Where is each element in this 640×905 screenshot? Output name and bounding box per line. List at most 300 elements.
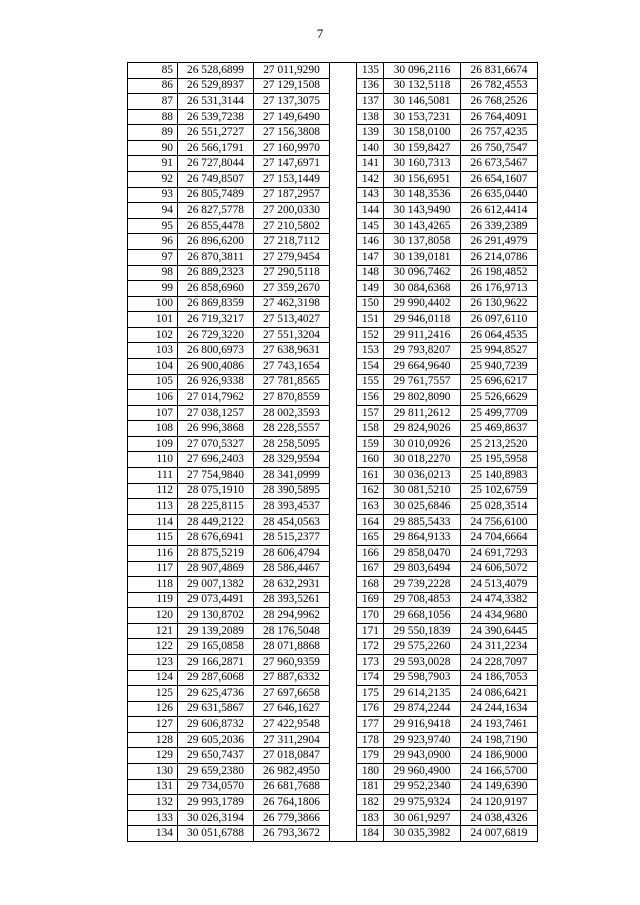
- point-number: 140: [357, 140, 384, 156]
- column-gap: [330, 452, 357, 468]
- table-row: [128, 701, 538, 717]
- point-number: 109: [128, 436, 178, 452]
- x-coordinate: 30 139,0181: [384, 249, 461, 265]
- column-gap: [330, 156, 357, 172]
- x-coordinate: 26 996,3868: [178, 421, 254, 437]
- x-coordinate: 28 075,1910: [178, 483, 254, 499]
- x-coordinate: 26 827,5778: [178, 203, 254, 219]
- point-number: 101: [128, 312, 178, 328]
- y-coordinate: 25 469,8637: [461, 421, 538, 437]
- point-number: 179: [357, 748, 384, 764]
- x-coordinate: 29 824,9026: [384, 421, 461, 437]
- x-coordinate: 28 225,8115: [178, 499, 254, 515]
- x-coordinate: 26 858,6960: [178, 281, 254, 297]
- x-coordinate: 29 550,1839: [384, 623, 461, 639]
- x-coordinate: 29 960,4900: [384, 764, 461, 780]
- y-coordinate: 27 200,0330: [254, 203, 330, 219]
- column-gap: [330, 421, 357, 437]
- point-number: 180: [357, 764, 384, 780]
- y-coordinate: 24 038,4326: [461, 810, 538, 826]
- column-gap: [330, 358, 357, 374]
- x-coordinate: 30 081,5210: [384, 483, 461, 499]
- column-gap: [330, 748, 357, 764]
- table-row: [128, 265, 538, 281]
- y-coordinate: 28 515,2377: [254, 530, 330, 546]
- point-number: 135: [357, 63, 384, 79]
- point-number: 141: [357, 156, 384, 172]
- x-coordinate: 26 551,2727: [178, 125, 254, 141]
- y-coordinate: 27 513,4027: [254, 312, 330, 328]
- column-gap: [330, 795, 357, 811]
- x-coordinate: 29 668,1056: [384, 608, 461, 624]
- x-coordinate: 27 014,7962: [178, 390, 254, 406]
- point-number: 162: [357, 483, 384, 499]
- point-number: 85: [128, 63, 178, 79]
- y-coordinate: 28 071,8868: [254, 639, 330, 655]
- column-gap: [330, 639, 357, 655]
- x-coordinate: 30 160,7313: [384, 156, 461, 172]
- x-coordinate: 29 073,4491: [178, 592, 254, 608]
- x-coordinate: 29 708,4853: [384, 592, 461, 608]
- table-row: [128, 561, 538, 577]
- y-coordinate: 24 704,6664: [461, 530, 538, 546]
- point-number: 123: [128, 654, 178, 670]
- x-coordinate: 30 148,3536: [384, 187, 461, 203]
- point-number: 139: [357, 125, 384, 141]
- point-number: 177: [357, 717, 384, 733]
- x-coordinate: 29 916,9418: [384, 717, 461, 733]
- y-coordinate: 26 291,4979: [461, 234, 538, 250]
- column-gap: [330, 623, 357, 639]
- x-coordinate: 29 975,9324: [384, 795, 461, 811]
- point-number: 145: [357, 218, 384, 234]
- point-number: 106: [128, 390, 178, 406]
- y-coordinate: 24 166,5700: [461, 764, 538, 780]
- point-number: 176: [357, 701, 384, 717]
- x-coordinate: 28 875,5219: [178, 545, 254, 561]
- y-coordinate: 24 086,6421: [461, 686, 538, 702]
- x-coordinate: 30 153,7231: [384, 109, 461, 125]
- point-number: 90: [128, 140, 178, 156]
- x-coordinate: 29 575,2260: [384, 639, 461, 655]
- point-number: 164: [357, 514, 384, 530]
- x-coordinate: 27 696,2403: [178, 452, 254, 468]
- table-row: [128, 826, 538, 842]
- table-row: [128, 717, 538, 733]
- y-coordinate: 27 290,5118: [254, 265, 330, 281]
- y-coordinate: 28 329,9594: [254, 452, 330, 468]
- y-coordinate: 26 764,4091: [461, 109, 538, 125]
- x-coordinate: 29 990,4402: [384, 296, 461, 312]
- point-number: 118: [128, 577, 178, 593]
- x-coordinate: 28 907,4869: [178, 561, 254, 577]
- table-row: [128, 218, 538, 234]
- y-coordinate: 27 149,6490: [254, 109, 330, 125]
- y-coordinate: 28 606,4794: [254, 545, 330, 561]
- column-gap: [330, 764, 357, 780]
- point-number: 103: [128, 343, 178, 359]
- point-number: 143: [357, 187, 384, 203]
- y-coordinate: 24 186,7053: [461, 670, 538, 686]
- point-number: 157: [357, 405, 384, 421]
- y-coordinate: 27 210,5802: [254, 218, 330, 234]
- x-coordinate: 29 761,7557: [384, 374, 461, 390]
- table-row: [128, 764, 538, 780]
- point-number: 133: [128, 810, 178, 826]
- y-coordinate: 24 474,3382: [461, 592, 538, 608]
- x-coordinate: 30 156,6951: [384, 172, 461, 188]
- point-number: 161: [357, 468, 384, 484]
- y-coordinate: 25 102,6759: [461, 483, 538, 499]
- table-row: [128, 654, 538, 670]
- point-number: 120: [128, 608, 178, 624]
- column-gap: [330, 701, 357, 717]
- table-row: [128, 390, 538, 406]
- x-coordinate: 29 130,8702: [178, 608, 254, 624]
- point-number: 127: [128, 717, 178, 733]
- point-number: 147: [357, 249, 384, 265]
- y-coordinate: 26 130,9622: [461, 296, 538, 312]
- table-row: [128, 78, 538, 94]
- x-coordinate: 29 614,2135: [384, 686, 461, 702]
- column-gap: [330, 561, 357, 577]
- point-number: 178: [357, 732, 384, 748]
- point-number: 91: [128, 156, 178, 172]
- x-coordinate: 26 539,7238: [178, 109, 254, 125]
- x-coordinate: 29 631,5867: [178, 701, 254, 717]
- x-coordinate: 29 593,0028: [384, 654, 461, 670]
- y-coordinate: 27 011,9290: [254, 63, 330, 79]
- table-row: [128, 405, 538, 421]
- point-number: 170: [357, 608, 384, 624]
- table-row: [128, 468, 538, 484]
- point-number: 100: [128, 296, 178, 312]
- y-coordinate: 25 213,2520: [461, 436, 538, 452]
- y-coordinate: 27 153,1449: [254, 172, 330, 188]
- y-coordinate: 27 870,8559: [254, 390, 330, 406]
- x-coordinate: 29 165,0858: [178, 639, 254, 655]
- y-coordinate: 25 140,8983: [461, 468, 538, 484]
- y-coordinate: 27 359,2670: [254, 281, 330, 297]
- y-coordinate: 28 586,4467: [254, 561, 330, 577]
- y-coordinate: 27 646,1627: [254, 701, 330, 717]
- y-coordinate: 25 696,6217: [461, 374, 538, 390]
- table-row: [128, 94, 538, 110]
- x-coordinate: 29 923,9740: [384, 732, 461, 748]
- table-row: [128, 514, 538, 530]
- y-coordinate: 26 097,6110: [461, 312, 538, 328]
- y-coordinate: 26 779,3866: [254, 810, 330, 826]
- x-coordinate: 30 025,6846: [384, 499, 461, 515]
- x-coordinate: 30 084,6368: [384, 281, 461, 297]
- point-number: 99: [128, 281, 178, 297]
- y-coordinate: 27 551,3204: [254, 327, 330, 343]
- point-number: 163: [357, 499, 384, 515]
- y-coordinate: 27 129,1508: [254, 78, 330, 94]
- table-row: [128, 140, 538, 156]
- x-coordinate: 29 659,2380: [178, 764, 254, 780]
- x-coordinate: 29 874,2244: [384, 701, 461, 717]
- column-gap: [330, 390, 357, 406]
- x-coordinate: 29 598,7903: [384, 670, 461, 686]
- point-number: 116: [128, 545, 178, 561]
- column-gap: [330, 249, 357, 265]
- point-number: 115: [128, 530, 178, 546]
- point-number: 154: [357, 358, 384, 374]
- y-coordinate: 26 681,7688: [254, 779, 330, 795]
- x-coordinate: 29 166,2871: [178, 654, 254, 670]
- point-number: 105: [128, 374, 178, 390]
- point-number: 97: [128, 249, 178, 265]
- column-gap: [330, 218, 357, 234]
- y-coordinate: 26 176,9713: [461, 281, 538, 297]
- point-number: 126: [128, 701, 178, 717]
- column-gap: [330, 234, 357, 250]
- point-number: 159: [357, 436, 384, 452]
- point-number: 98: [128, 265, 178, 281]
- x-coordinate: 29 734,0570: [178, 779, 254, 795]
- y-coordinate: 28 454,0563: [254, 514, 330, 530]
- point-number: 151: [357, 312, 384, 328]
- point-number: 107: [128, 405, 178, 421]
- point-number: 182: [357, 795, 384, 811]
- column-gap: [330, 436, 357, 452]
- point-number: 148: [357, 265, 384, 281]
- x-coordinate: 30 026,3194: [178, 810, 254, 826]
- point-number: 146: [357, 234, 384, 250]
- y-coordinate: 27 311,2904: [254, 732, 330, 748]
- y-coordinate: 24 244,1634: [461, 701, 538, 717]
- table-row: [128, 187, 538, 203]
- y-coordinate: 28 341,0999: [254, 468, 330, 484]
- y-coordinate: 26 635,0440: [461, 187, 538, 203]
- point-number: 108: [128, 421, 178, 437]
- point-number: 113: [128, 499, 178, 515]
- column-gap: [330, 343, 357, 359]
- point-number: 172: [357, 639, 384, 655]
- column-gap: [330, 374, 357, 390]
- table-row: [128, 748, 538, 764]
- x-coordinate: 26 528,6899: [178, 63, 254, 79]
- column-gap: [330, 187, 357, 203]
- x-coordinate: 26 869,8359: [178, 296, 254, 312]
- y-coordinate: 27 887,6332: [254, 670, 330, 686]
- x-coordinate: 26 729,3220: [178, 327, 254, 343]
- table-row: [128, 374, 538, 390]
- x-coordinate: 29 802,8090: [384, 390, 461, 406]
- y-coordinate: 26 768,2526: [461, 94, 538, 110]
- y-coordinate: 24 198,7190: [461, 732, 538, 748]
- y-coordinate: 28 390,5895: [254, 483, 330, 499]
- y-coordinate: 26 793,3672: [254, 826, 330, 842]
- point-number: 184: [357, 826, 384, 842]
- point-number: 92: [128, 172, 178, 188]
- point-number: 102: [128, 327, 178, 343]
- x-coordinate: 30 159,8427: [384, 140, 461, 156]
- y-coordinate: 27 160,9970: [254, 140, 330, 156]
- x-coordinate: 29 858,0470: [384, 545, 461, 561]
- column-gap: [330, 140, 357, 156]
- table-row: [128, 63, 538, 79]
- point-number: 111: [128, 468, 178, 484]
- point-number: 131: [128, 779, 178, 795]
- x-coordinate: 30 036,0213: [384, 468, 461, 484]
- column-gap: [330, 686, 357, 702]
- point-number: 173: [357, 654, 384, 670]
- x-coordinate: 29 793,8207: [384, 343, 461, 359]
- column-gap: [330, 203, 357, 219]
- column-gap: [330, 405, 357, 421]
- table-row: [128, 577, 538, 593]
- point-number: 110: [128, 452, 178, 468]
- y-coordinate: 26 764,1806: [254, 795, 330, 811]
- table-row: [128, 732, 538, 748]
- point-number: 94: [128, 203, 178, 219]
- column-gap: [330, 94, 357, 110]
- point-number: 88: [128, 109, 178, 125]
- x-coordinate: 29 287,6068: [178, 670, 254, 686]
- x-coordinate: 27 038,1257: [178, 405, 254, 421]
- table-row: [128, 172, 538, 188]
- table-row: [128, 530, 538, 546]
- point-number: 89: [128, 125, 178, 141]
- table-row: [128, 483, 538, 499]
- x-coordinate: 30 143,4265: [384, 218, 461, 234]
- y-coordinate: 27 781,8565: [254, 374, 330, 390]
- y-coordinate: 28 393,5261: [254, 592, 330, 608]
- table-row: [128, 421, 538, 437]
- x-coordinate: 26 727,8044: [178, 156, 254, 172]
- y-coordinate: 26 750,7547: [461, 140, 538, 156]
- column-gap: [330, 327, 357, 343]
- table-row: [128, 686, 538, 702]
- x-coordinate: 29 911,2416: [384, 327, 461, 343]
- point-number: 165: [357, 530, 384, 546]
- column-gap: [330, 265, 357, 281]
- point-number: 183: [357, 810, 384, 826]
- y-coordinate: 26 339,2389: [461, 218, 538, 234]
- x-coordinate: 30 035,3982: [384, 826, 461, 842]
- point-number: 124: [128, 670, 178, 686]
- point-number: 125: [128, 686, 178, 702]
- column-gap: [330, 312, 357, 328]
- y-coordinate: 26 982,4950: [254, 764, 330, 780]
- y-coordinate: 26 782,4553: [461, 78, 538, 94]
- point-number: 166: [357, 545, 384, 561]
- column-gap: [330, 545, 357, 561]
- y-coordinate: 25 028,3514: [461, 499, 538, 515]
- x-coordinate: 30 096,7462: [384, 265, 461, 281]
- y-coordinate: 24 186,9000: [461, 748, 538, 764]
- y-coordinate: 26 214,0786: [461, 249, 538, 265]
- y-coordinate: 28 632,2931: [254, 577, 330, 593]
- x-coordinate: 29 952,2340: [384, 779, 461, 795]
- x-coordinate: 26 566,1791: [178, 140, 254, 156]
- y-coordinate: 24 120,9197: [461, 795, 538, 811]
- y-coordinate: 24 434,9680: [461, 608, 538, 624]
- column-gap: [330, 717, 357, 733]
- y-coordinate: 24 311,2234: [461, 639, 538, 655]
- x-coordinate: 29 946,0118: [384, 312, 461, 328]
- point-number: 117: [128, 561, 178, 577]
- x-coordinate: 26 870,3811: [178, 249, 254, 265]
- y-coordinate: 24 691,7293: [461, 545, 538, 561]
- x-coordinate: 29 811,2612: [384, 405, 461, 421]
- y-coordinate: 28 002,3593: [254, 405, 330, 421]
- column-gap: [330, 608, 357, 624]
- x-coordinate: 30 143,9490: [384, 203, 461, 219]
- y-coordinate: 25 195,5958: [461, 452, 538, 468]
- x-coordinate: 30 051,6788: [178, 826, 254, 842]
- table-row: [128, 296, 538, 312]
- point-number: 153: [357, 343, 384, 359]
- x-coordinate: 26 800,6973: [178, 343, 254, 359]
- column-gap: [330, 468, 357, 484]
- x-coordinate: 26 896,6200: [178, 234, 254, 250]
- y-coordinate: 26 654,1607: [461, 172, 538, 188]
- table-row: [128, 639, 538, 655]
- x-coordinate: 29 993,1789: [178, 795, 254, 811]
- x-coordinate: 26 926,9338: [178, 374, 254, 390]
- x-coordinate: 26 719,3217: [178, 312, 254, 328]
- point-number: 128: [128, 732, 178, 748]
- point-number: 144: [357, 203, 384, 219]
- point-number: 121: [128, 623, 178, 639]
- point-number: 142: [357, 172, 384, 188]
- x-coordinate: 26 529,8937: [178, 78, 254, 94]
- y-coordinate: 27 147,6971: [254, 156, 330, 172]
- point-number: 150: [357, 296, 384, 312]
- y-coordinate: 27 137,3075: [254, 94, 330, 110]
- point-number: 130: [128, 764, 178, 780]
- point-number: 167: [357, 561, 384, 577]
- y-coordinate: 27 156,3808: [254, 125, 330, 141]
- y-coordinate: 26 612,4414: [461, 203, 538, 219]
- x-coordinate: 29 650,7437: [178, 748, 254, 764]
- x-coordinate: 27 754,9840: [178, 468, 254, 484]
- y-coordinate: 27 018,0847: [254, 748, 330, 764]
- table-row: [128, 281, 538, 297]
- y-coordinate: 27 279,9454: [254, 249, 330, 265]
- y-coordinate: 25 994,8527: [461, 343, 538, 359]
- point-number: 136: [357, 78, 384, 94]
- y-coordinate: 25 499,7709: [461, 405, 538, 421]
- column-gap: [330, 78, 357, 94]
- column-gap: [330, 592, 357, 608]
- point-number: 149: [357, 281, 384, 297]
- point-number: 86: [128, 78, 178, 94]
- y-coordinate: 27 697,6658: [254, 686, 330, 702]
- point-number: 138: [357, 109, 384, 125]
- point-number: 104: [128, 358, 178, 374]
- y-coordinate: 24 513,4079: [461, 577, 538, 593]
- table-row: [128, 795, 538, 811]
- y-coordinate: 26 064,4535: [461, 327, 538, 343]
- table-row: [128, 810, 538, 826]
- x-coordinate: 29 139,2089: [178, 623, 254, 639]
- y-coordinate: 24 390,6445: [461, 623, 538, 639]
- y-coordinate: 25 526,6629: [461, 390, 538, 406]
- x-coordinate: 30 018,2270: [384, 452, 461, 468]
- table-row: [128, 545, 538, 561]
- y-coordinate: 27 462,3198: [254, 296, 330, 312]
- x-coordinate: 29 739,2228: [384, 577, 461, 593]
- x-coordinate: 30 158,0100: [384, 125, 461, 141]
- column-gap: [330, 125, 357, 141]
- x-coordinate: 28 449,2122: [178, 514, 254, 530]
- x-coordinate: 29 605,2036: [178, 732, 254, 748]
- y-coordinate: 27 960,9359: [254, 654, 330, 670]
